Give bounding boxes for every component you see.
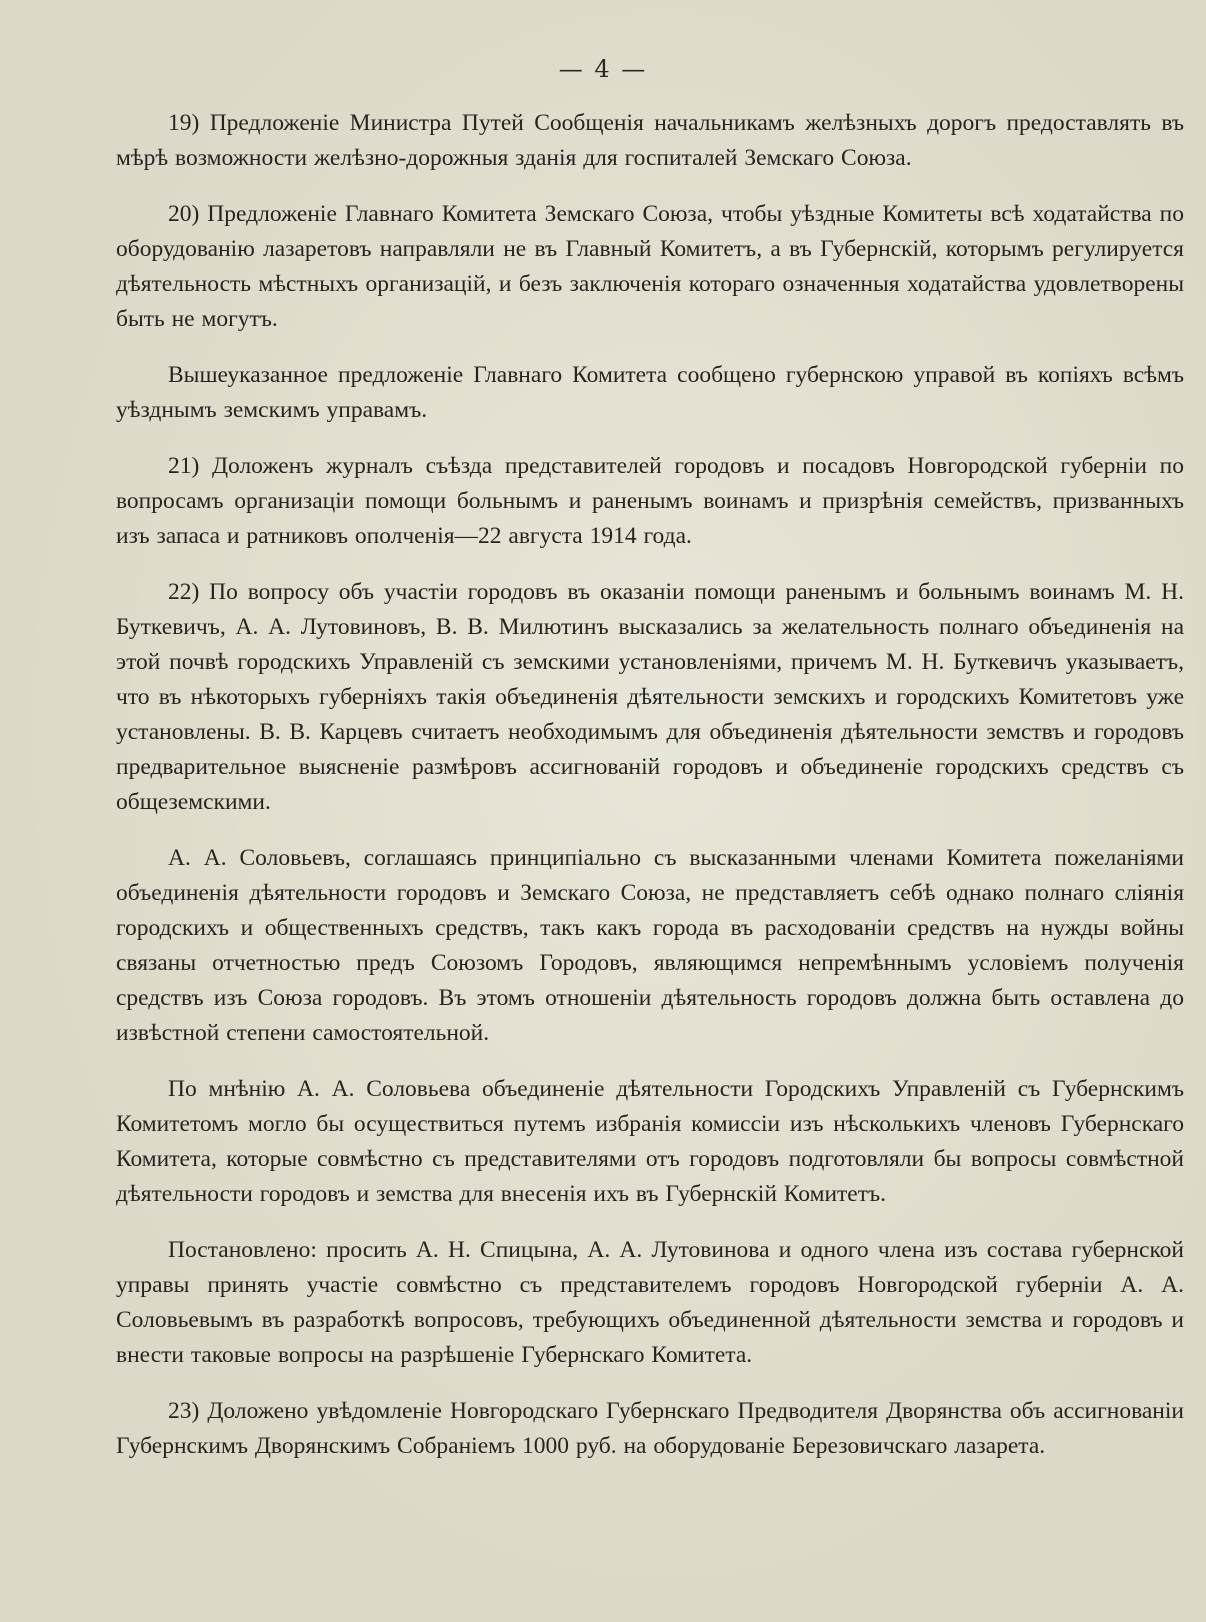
paragraph-20-note: Вышеуказанное предложеніе Главнаго Комитета сообщено губернскою управой въ копіяхъ всѣмъ уѣзднымъ земскимъ управамъ. [116,362,1184,423]
document-body [116,106,1184,1485]
paragraph-22-opinion: По мнѣнію А. А. Соловьева объединеніе дѣятельности Городскихъ Управленій съ Губернскимъ Комитетомъ могло бы осуществиться путемъ избранія комиссіи изъ нѣсколькихъ членовъ Губернскаго Комитета, которые совмѣстно съ представителями отъ городовъ подготовляли бы вопросы совмѣстной дѣятельности городовъ и земства для внесенія ихъ въ Губернскій Комитетъ. [116,1076,1184,1207]
paragraph-22-soloviev: А. А. Соловьевъ, соглашаясь принципіально съ высказанными членами Комитета пожеланіями объединенія дѣятельности городовъ и Земскаго Союза, не представляетъ себѣ однако полнаго слiянiя городскихъ и общественныхъ средствъ, такъ какъ города въ расходованіи средствъ на нужды войны связаны отчетностью предъ Союзомъ Городовъ, являющимся непремѣннымъ условіемъ полученія средствъ изъ Союза городовъ. Въ этомъ отношеніи дѣятельность городовъ должна быть оставлена до извѣстной степени самостоятельной. [116,845,1184,1046]
paragraph-23: 23) Доложено увѣдомленіе Новгородскаго Губернскаго Предводителя Дворянства объ ассигнованіи Губернскимъ Дворянскимъ Собраніемъ 1000 руб. на оборудованіе Березовичскаго лазарета. [116,1398,1184,1459]
page-number: — 4 — [558,55,648,83]
paragraph-22: 22) По вопросу объ участіи городовъ въ оказаніи помощи раненымъ и больнымъ воинамъ М. Н. Буткевичъ, А. А. Лутовиновъ, В. В. Милютинъ высказались за желательность полнаго объединенія на этой почвѣ городскихъ Управленій съ земскими установленіями, причемъ М. Н. Буткевичъ указываетъ, что въ нѣкоторыхъ губерніяхъ такія объединенія дѣятельности земскихъ и городскихъ Комитетовъ уже установлены. В. В. Карцевъ считаетъ необходимымъ для объединенія дѣятельности земствъ и городовъ предварительное выясненіе размѣровъ ассигнованій городовъ и объединеніе городскихъ средствъ съ общеземскими. [116,579,1184,815]
paragraph-22-resolution: Постановлено: просить А. Н. Спицына, А. А. Лутовинова и одного члена изъ состава губернской управы принять участіе совмѣстно съ представителемъ городовъ Новгородской губерніи А. А. Соловьевымъ въ разработкѣ вопросовъ, требующихъ объединенной дѣятельности земства и городовъ и внести таковые вопросы на разрѣшеніе Губернскаго Комитета. [116,1237,1184,1368]
paragraph-21: 21) Доложенъ журналъ съѣзда представителей городовъ и посадовъ Новгородской губерніи по вопросамъ организаціи помощи больнымъ и раненымъ воинамъ и призрѣнія семействъ, призванныхъ изъ запаса и ратниковъ ополченія—22 августа 1914 года. [116,453,1184,549]
paragraph-19: 19) Предложеніе Министра Путей Сообщенія начальникамъ желѣзныхъ дорогъ предоставлять въ мѣрѣ возможности желѣзно-дорожныя зданія для госпиталей Земскаго Союза. [116,110,1184,171]
paragraph-20: 20) Предложеніе Главнаго Комитета Земскаго Союза, чтобы уѣздные Комитеты всѣ ходатайства по оборудованію лазаретовъ направляли не въ Главный Комитетъ, а въ Губернскій, которымъ регулируется дѣятельность мѣстныхъ организацій, и безъ заключенія котораго означенныя ходатайства удовлетворены быть не могутъ. [116,201,1184,332]
